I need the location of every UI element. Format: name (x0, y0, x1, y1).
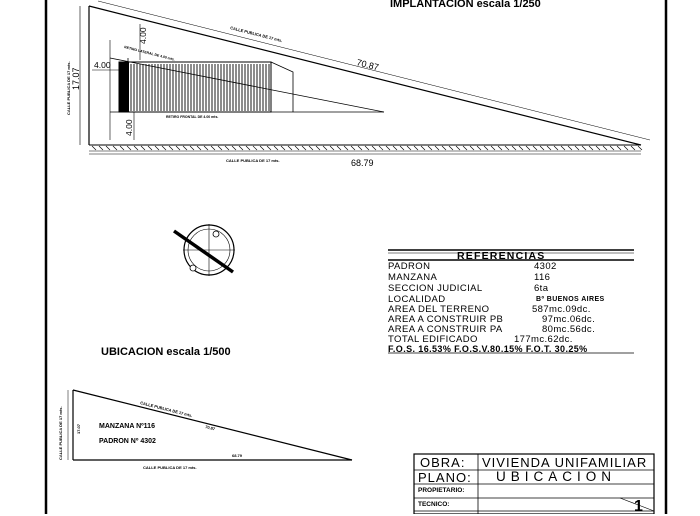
sheet-number: 1 (634, 498, 643, 515)
ref-label: LOCALIDAD (388, 294, 446, 305)
ref-value: 116 (534, 272, 551, 283)
ref-label: MANZANA (388, 272, 438, 283)
implantacion-dim-4-top: 4.00 (138, 27, 148, 44)
ubicacion-dim-base: 68.79 (232, 453, 243, 458)
implantacion-dim-base: 68.79 (351, 158, 374, 168)
ref-value: Bº BUENOS AIRES (536, 296, 605, 303)
ref-value: 6ta (534, 283, 549, 294)
implantacion-street-bottom: CALLE PUBLICA DE 17 mts. (226, 158, 280, 163)
north-arrow-icon (174, 224, 235, 276)
implantacion-dim-hyp: 70.87 (355, 57, 380, 73)
implantacion-dim-4-left: 4.00 (94, 60, 111, 70)
ref-label: TOTAL EDIFICADO (388, 334, 478, 345)
implantacion-dim-height: 17.07 (71, 67, 81, 90)
implantacion-street-top: CALLE PUBLICA DE 17 mts. (229, 25, 283, 44)
propietario-label: PROPIETARIO: (418, 487, 465, 494)
implantacion-title: IMPLANTACION escala 1/250 (390, 0, 541, 10)
ubicacion-padron: PADRON Nº 4302 (99, 438, 156, 445)
tecnico-label: TECNICO: (418, 501, 450, 508)
implantacion-retiro-frontal: RETIRO FRONTAL DE 4.00 mts. (166, 115, 219, 119)
ref-label: PADRON (388, 261, 431, 272)
ref-row-fos: F.O.S. 16.53% F.O.S.V.80.15% F.O.T. 30.25% (388, 344, 588, 354)
obra-value: VIVIENDA UNIFAMILIAR (482, 455, 648, 470)
implantacion-dim-4-bottom: 4.00 (124, 119, 134, 136)
ubicacion-title: UBICACION escala 1/500 (101, 346, 231, 358)
ref-label: SECCION JUDICIAL (388, 283, 483, 294)
ref-label: AREA A CONSTRUIR PB (388, 314, 504, 325)
ubicacion-manzana: MANZANA Nº116 (99, 423, 155, 430)
ubicacion-dim-height: 17.07 (76, 423, 81, 434)
implantacion-retiro-lateral: RETIRO LATERAL DE 4.00 mts. (123, 45, 176, 62)
ref-label: AREA DEL TERRENO (388, 304, 490, 315)
ref-value: 97mc.06dc. (542, 314, 596, 325)
building-hatch (131, 64, 269, 111)
obra-label: OBRA: (420, 455, 466, 470)
ref-value: 4302 (534, 261, 557, 272)
plano-label: PLANO: (418, 470, 472, 485)
referencias-title: REFERENCIAS (457, 250, 546, 262)
ref-value: 177mc.62dc. (514, 334, 573, 345)
implantacion-plan (80, 1, 650, 154)
titleblock (414, 454, 654, 514)
ref-value: 587mc.09dc. (532, 304, 591, 315)
plano-value: UBICACION (496, 469, 617, 484)
sidewalk-hatch (92, 146, 642, 150)
ubicacion-street-top: CALLE PUBLICA DE 17 mts. (139, 400, 193, 419)
ref-value: 80mc.56dc. (542, 324, 596, 335)
implantacion-street-left: CALLE PUBLICA DE 17 mts. (66, 61, 71, 115)
ref-row-manzana (388, 272, 551, 283)
ubicacion-dim-hyp: 70.87 (204, 424, 216, 432)
ref-label: AREA A CONSTRUIR PA (388, 324, 503, 335)
ref-row-seccion (388, 283, 549, 294)
ubicacion-street-bottom: CALLE PUBLICA DE 17 mts. (143, 465, 197, 470)
ubicacion-street-left: CALLE PUBLICA DE 17 mts. (58, 406, 63, 460)
referencias-table (386, 247, 636, 357)
ref-row-padron (388, 261, 557, 272)
